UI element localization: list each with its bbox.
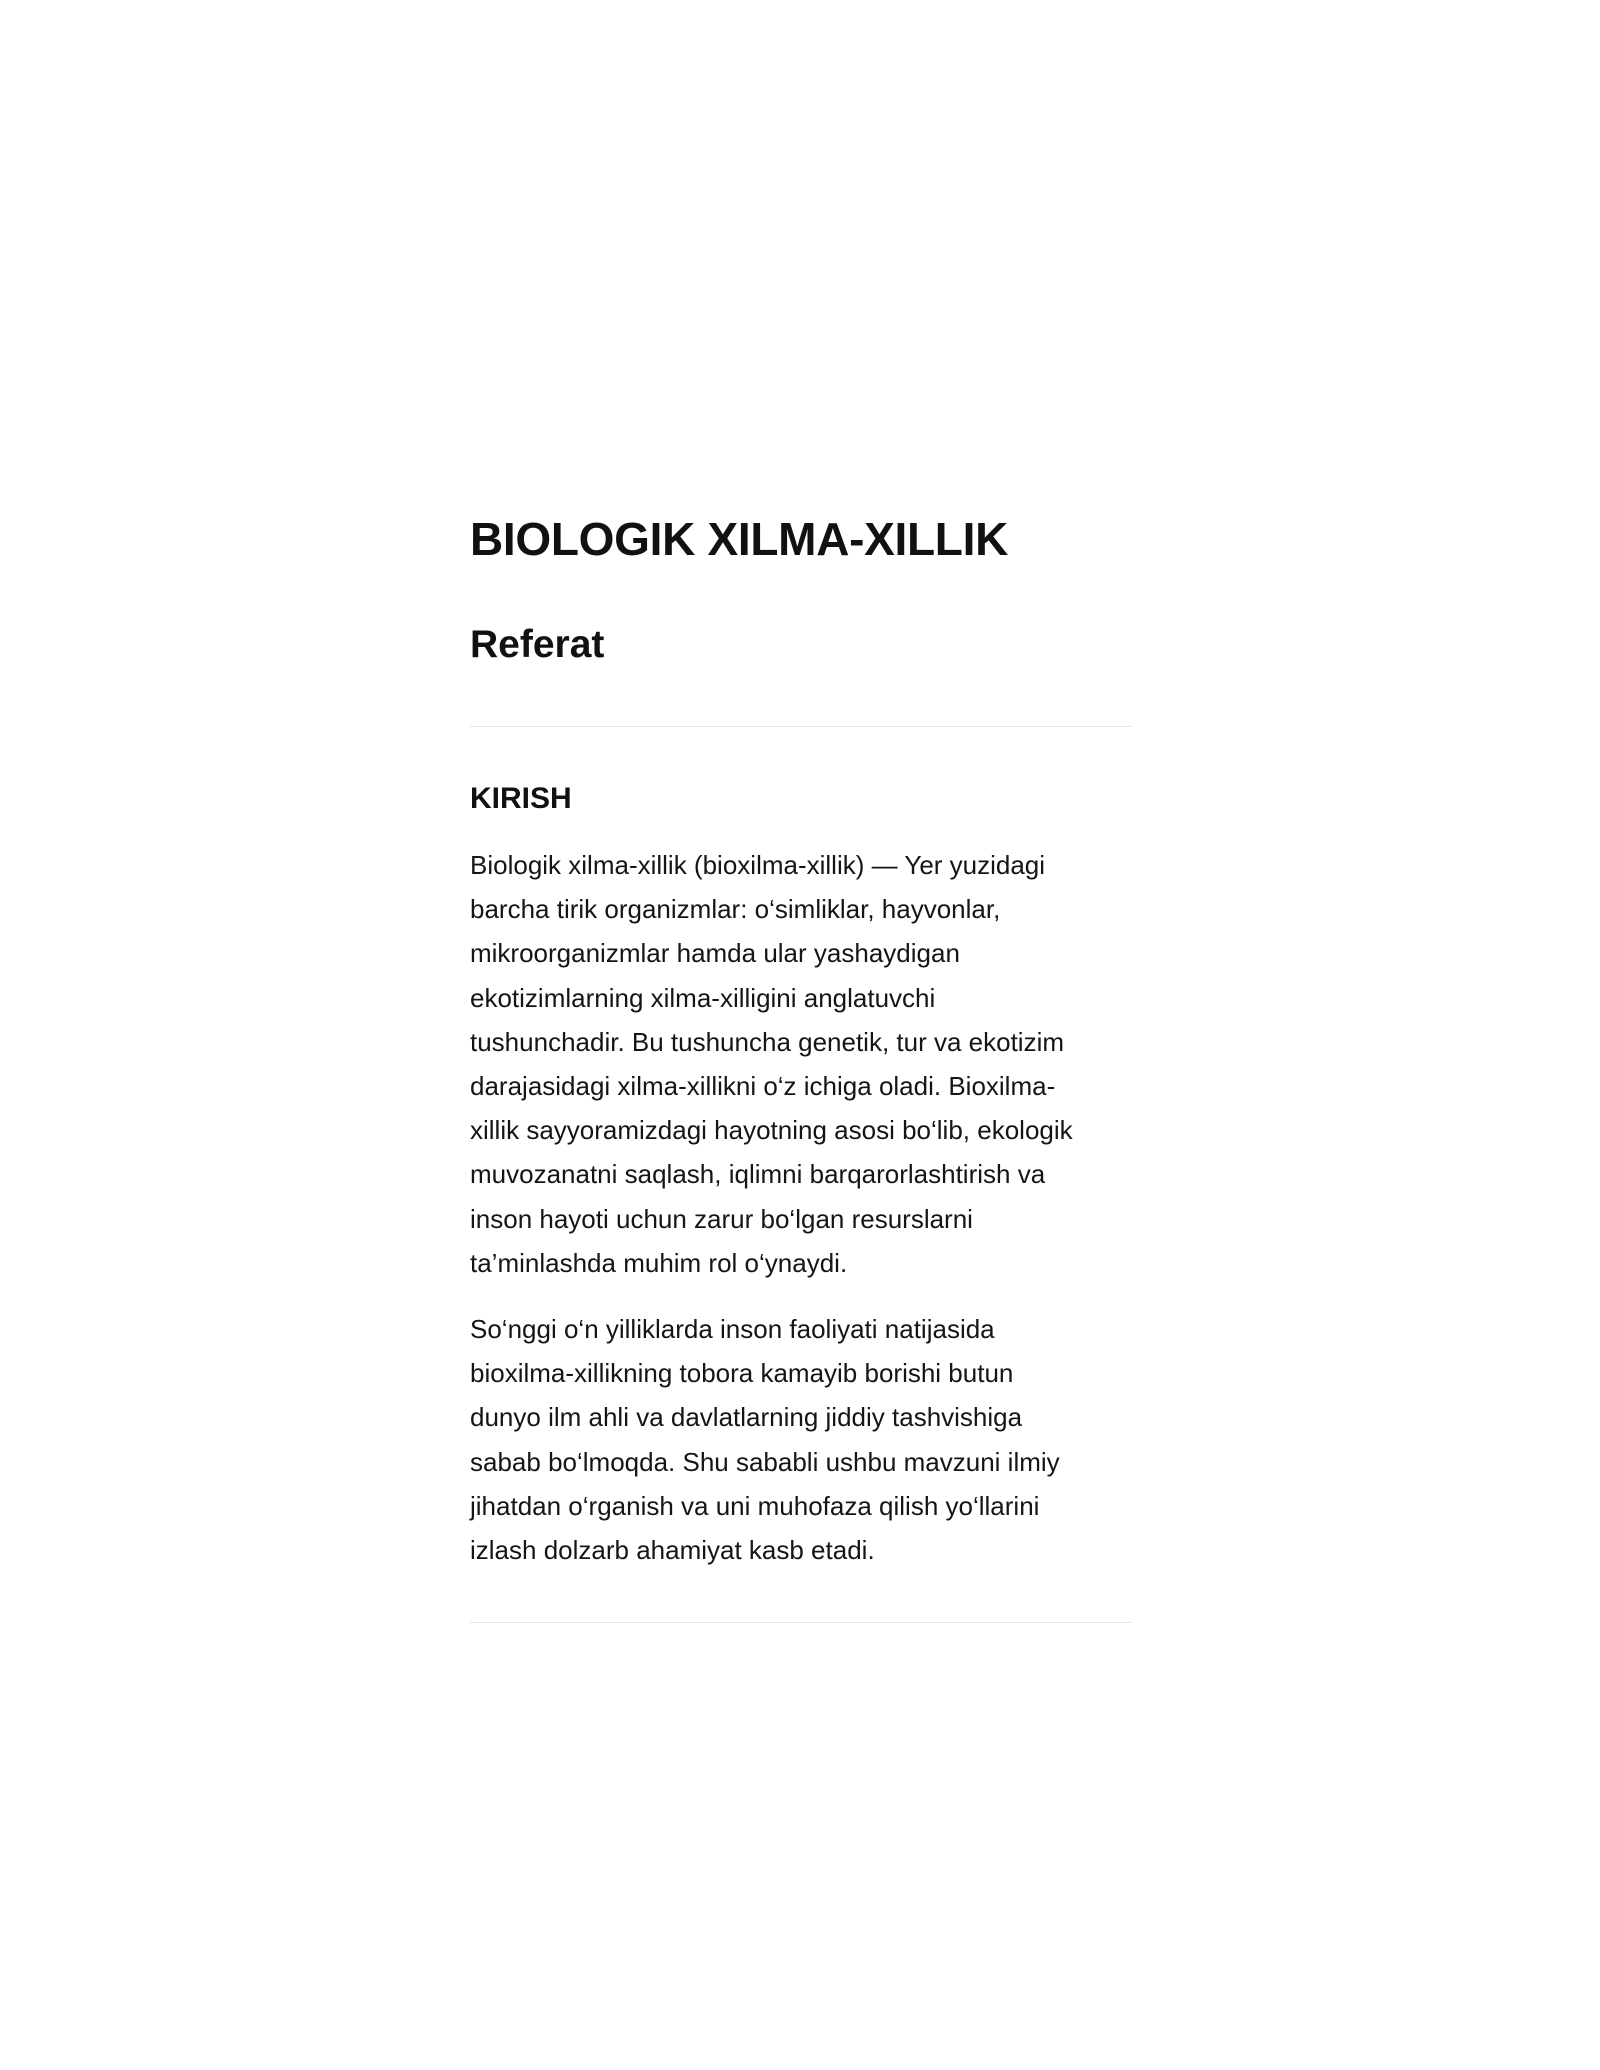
intro-paragraph-2 bbox=[470, 1307, 1132, 1572]
paragraph-line: xillik sayyoramizdagi hayotning asosi bo‘lib, ekologik bbox=[470, 1115, 1073, 1146]
paragraph-line: ta’minlashda muhim rol o‘ynaydi. bbox=[470, 1247, 848, 1278]
paragraph-line: muvozanatni saqlash, iqlimni barqarorlashtirish va bbox=[470, 1159, 1046, 1190]
paragraph-line: bioxilma-xillikning tobora kamayib borishi butun bbox=[470, 1358, 1014, 1389]
paragraph-line: So‘nggi o‘n yilliklarda inson faoliyati natijasida bbox=[470, 1314, 995, 1345]
divider-top bbox=[470, 726, 1132, 727]
paragraph-line: tushunchadir. Bu tushuncha genetik, tur va ekotizim bbox=[470, 1026, 1065, 1057]
paragraph-line: sabab bo‘lmoqda. Shu sababli ushbu mavzuni ilmiy bbox=[470, 1446, 1060, 1477]
paragraph-line: darajasidagi xilma-xillikni o‘z ichiga oladi. Bioxilma- bbox=[470, 1071, 1056, 1102]
paragraph-line: dunyo ilm ahli va davlatlarning jiddiy tashvishiga bbox=[470, 1402, 1023, 1433]
document-subtitle: Referat bbox=[470, 623, 605, 666]
paragraph-line: izlash dolzarb ahamiyat kasb etadi. bbox=[470, 1535, 875, 1566]
paragraph-line: Biologik xilma-xillik (bioxilma-xillik) — Yer yuzidagi bbox=[470, 850, 1046, 880]
section-heading: KIRISH bbox=[470, 782, 572, 815]
document-content bbox=[470, 500, 1132, 1623]
paragraph-line: ekotizimlarning xilma-xilligini anglatuvchi bbox=[470, 982, 936, 1013]
intro-paragraph-1 bbox=[470, 843, 1132, 1285]
paragraph-line: mikroorganizmlar hamda ular yashaydigan bbox=[470, 938, 960, 969]
divider-bottom bbox=[470, 1622, 1132, 1623]
paragraph-line: barcha tirik organizmlar: o‘simliklar, hayvonlar, bbox=[470, 894, 1001, 925]
document-title: BIOLOGIK XILMA-XILLIK bbox=[470, 513, 1008, 565]
paragraph-line: jihatdan o‘rganish va uni muhofaza qilish yo‘llarini bbox=[470, 1490, 1040, 1521]
paragraph-line: inson hayoti uchun zarur bo‘lgan resurslarni bbox=[470, 1203, 973, 1234]
